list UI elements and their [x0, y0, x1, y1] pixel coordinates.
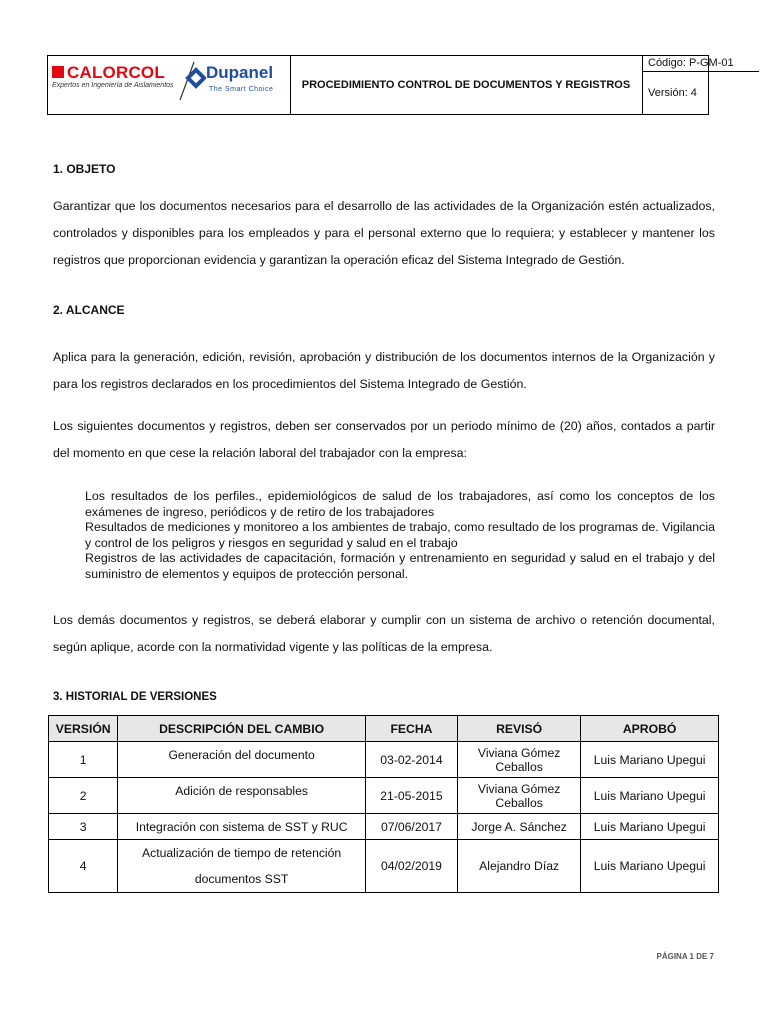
cell-description: Generación del documento	[118, 742, 365, 778]
cell-version: 3	[49, 814, 118, 840]
dupanel-mark-icon	[172, 60, 206, 106]
cell-approved: Luis Mariano Upegui	[581, 778, 719, 814]
table-row	[49, 814, 719, 840]
column-header-approved: APROBÓ	[581, 716, 719, 742]
cell-approved: Luis Mariano Upegui	[581, 742, 719, 778]
version-history-table	[48, 715, 719, 893]
section-heading-historial: 3. HISTORIAL DE VERSIONES	[53, 691, 217, 703]
table-row	[49, 742, 719, 778]
cell-date: 04/02/2019	[365, 840, 457, 893]
calorcol-square-icon	[52, 66, 64, 78]
calorcol-name: CALORCOL	[67, 63, 165, 82]
table-row	[49, 840, 719, 893]
cell-version: 1	[49, 742, 118, 778]
column-header-date: FECHA	[365, 716, 457, 742]
document-title: PROCEDIMIENTO CONTROL DE DOCUMENTOS Y REGISTROS	[301, 79, 631, 91]
column-header-version: VERSIÓN	[49, 716, 118, 742]
document-header	[47, 55, 734, 115]
cell-approved: Luis Mariano Upegui	[581, 814, 719, 840]
dupanel-tagline: The Smart Choice	[209, 86, 274, 93]
section-heading-alcance: 2. ALCANCE	[53, 303, 125, 317]
cell-reviewed: Alejandro Díaz	[458, 840, 581, 893]
document-meta	[642, 56, 757, 114]
cell-date: 21-05-2015	[365, 778, 457, 814]
list-item: Registros de las actividades de capacitación, formación y entrenamiento en seguridad y salud en el trabajo y del suministro de elementos y equipos de protección personal.	[85, 551, 715, 581]
document-code: Código: P-GM-01	[643, 56, 759, 72]
cell-approved: Luis Mariano Upegui	[581, 840, 719, 893]
alcance-paragraph-3: Los demás documentos y registros, se deberá elaborar y cumplir con un sistema de archivo o retención documental, según aplique, acorde con la normatividad vigente y las políticas de la empresa.	[53, 613, 715, 654]
retention-list	[85, 489, 715, 582]
list-item: Resultados de mediciones y monitoreo a los ambientes de trabajo, como resultado de los programas de. Vigilancia y control de los peligros y riesgos en seguridad y salud en el trabajo	[85, 520, 715, 550]
cell-version: 2	[49, 778, 118, 814]
section-heading-objeto: 1. OBJETO	[53, 162, 116, 176]
table-header-row	[49, 716, 719, 742]
cell-date: 07/06/2017	[365, 814, 457, 840]
cell-description: Integración con sistema de SST y RUC	[118, 814, 365, 840]
cell-version: 4	[49, 840, 118, 893]
cell-description: Actualización de tiempo de retención documentos SST	[118, 840, 365, 893]
cell-reviewed: Viviana Gómez Ceballos	[458, 778, 581, 814]
document-version: Versión: 4	[648, 87, 697, 99]
column-header-reviewed: REVISÓ	[458, 716, 581, 742]
column-header-description: DESCRIPCIÓN DEL CAMBIO	[118, 716, 365, 742]
cell-reviewed: Viviana Gómez Ceballos	[458, 742, 581, 778]
list-item: Los resultados de los perfiles., epidemiológicos de salud de los trabajadores, así como los conceptos de los exámenes de ingreso, periódicos y de retiro de los trabajadores	[85, 489, 715, 519]
dupanel-name: Dupanel	[206, 63, 274, 82]
cell-description: Adición de responsables	[118, 778, 365, 814]
section-body-objeto: Garantizar que los documentos necesarios para el desarrollo de las actividades de la Organización estén actualizados, controlados y disponibles para los empleados y para el personal externo que lo requiera; y establecer y mantener los registros que proporcionan evidencia y garantizan la operación eficaz del Sistema Integrado de Gestión.	[53, 199, 715, 267]
table-row	[49, 778, 719, 814]
logos-cell	[48, 56, 291, 114]
dupanel-logo	[176, 60, 290, 110]
alcance-paragraph-1: Aplica para la generación, edición, revisión, aprobación y distribución de los documentos internos de la Organización y para los registros declarados en los procedimientos del Sistema Integrado de Gestión.	[53, 350, 715, 391]
calorcol-tagline: Expertos en Ingeniería de Aislamientos	[52, 82, 174, 89]
alcance-paragraph-2: Los siguientes documentos y registros, deben ser conservados por un periodo mínimo de (20) años, contados a partir del momento en que cese la relación laboral del trabajador con la empresa:	[53, 419, 715, 460]
cell-reviewed: Jorge A. Sánchez	[458, 814, 581, 840]
cell-date: 03-02-2014	[365, 742, 457, 778]
page-number: PÁGINA 1 DE 7	[656, 952, 714, 961]
